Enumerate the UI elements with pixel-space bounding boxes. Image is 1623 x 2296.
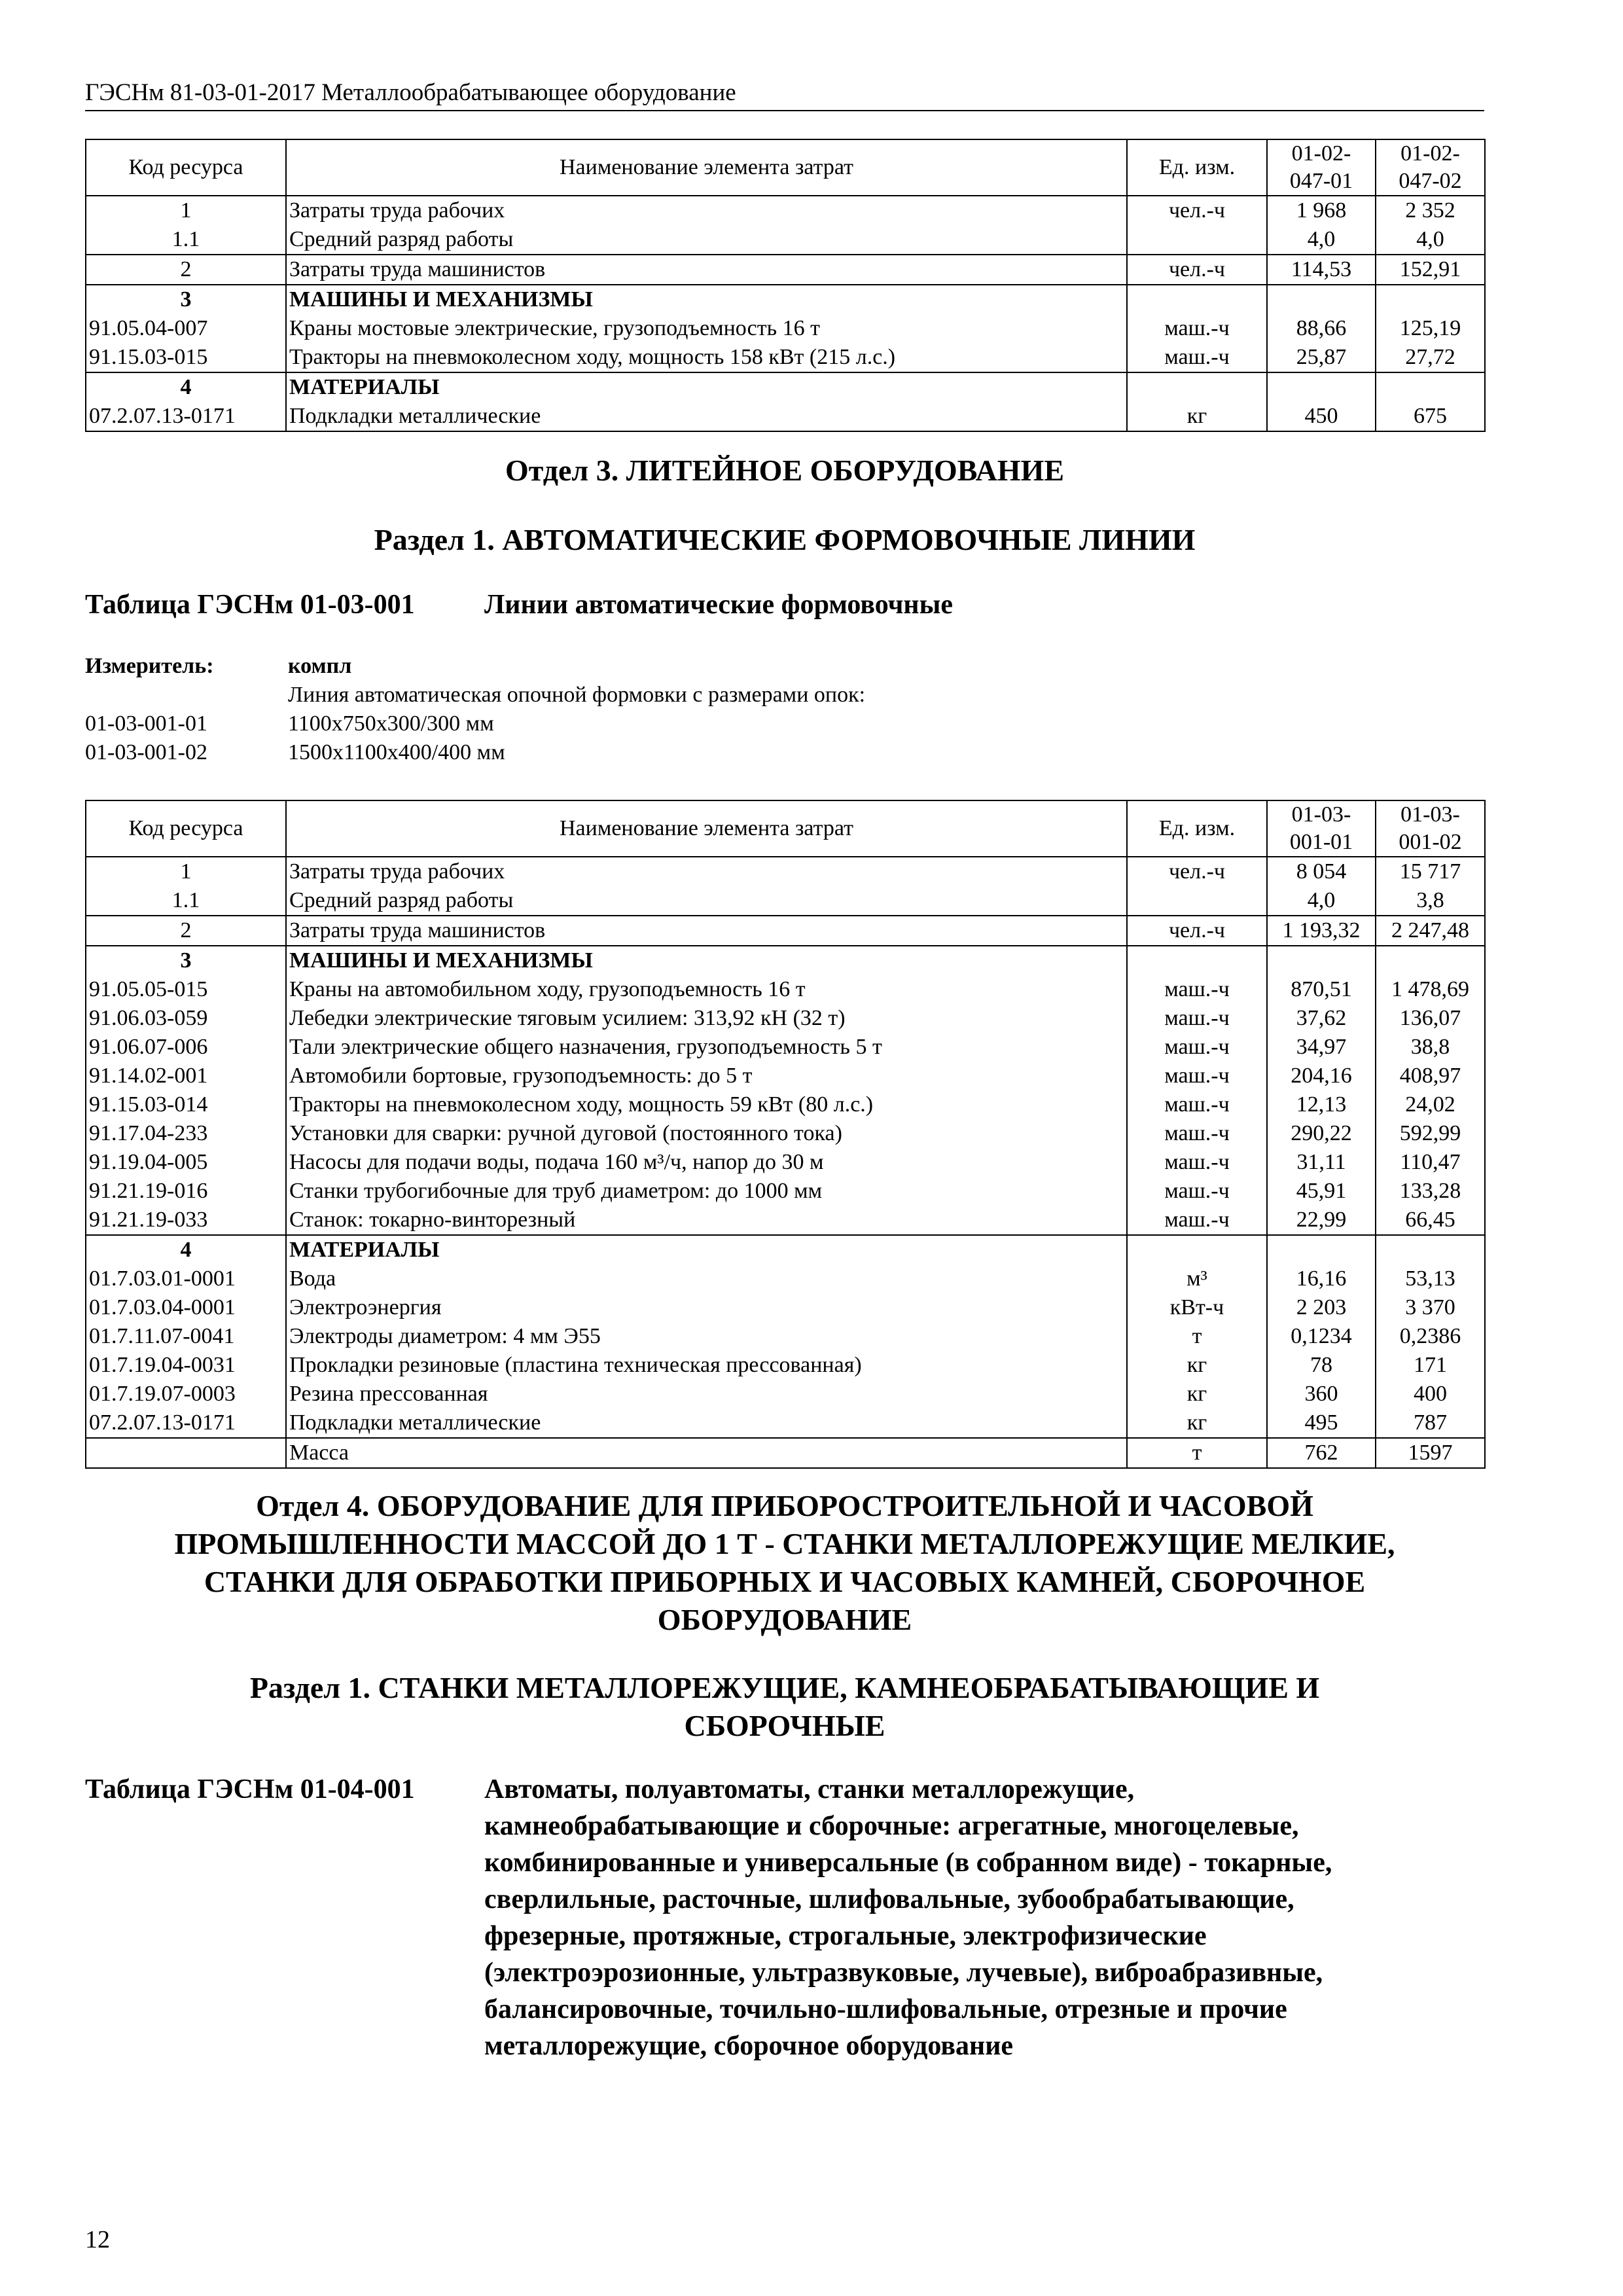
cell-v1: 22,99 xyxy=(1267,1206,1376,1235)
cell-unit: маш.-ч xyxy=(1127,1062,1267,1090)
cell-v1: 8 054 xyxy=(1267,857,1376,886)
cell-v1: 450 xyxy=(1267,402,1376,431)
cell-v1: 495 xyxy=(1267,1408,1376,1438)
running-header: ГЭСНм 81-03-01-2017 Металлообрабатывающее оборудование xyxy=(85,77,1484,111)
cell-code: 91.06.03-059 xyxy=(86,1004,286,1033)
cell-v2: 133,28 xyxy=(1376,1177,1485,1206)
table-row xyxy=(86,372,1485,402)
cell-name: МАТЕРИАЛЫ xyxy=(286,1235,1127,1265)
table-row xyxy=(86,1235,1485,1265)
cell-unit: чел.-ч xyxy=(1127,196,1267,225)
table-row xyxy=(86,1322,1485,1351)
table-row xyxy=(86,1119,1485,1148)
cell-v1 xyxy=(1267,1235,1376,1265)
col-header-v1-line2: 001-01 xyxy=(1289,830,1353,854)
cell-name: Лебедки электрические тяговым усилием: 313,92 кН (32 т) xyxy=(286,1004,1127,1033)
cell-unit: кВт-ч xyxy=(1127,1293,1267,1322)
cell-name: Затраты труда рабочих xyxy=(286,857,1127,886)
cell-v1: 31,11 xyxy=(1267,1148,1376,1177)
heading-line: ОБОРУДОВАНИЕ xyxy=(657,1603,912,1636)
cost-table-01-03-001 xyxy=(85,800,1486,1469)
col-header-unit: Ед. изм. xyxy=(1127,139,1267,196)
cell-name: Тракторы на пневмоколесном ходу, мощность 158 кВт (215 л.с.) xyxy=(286,343,1127,372)
cell-code: 1.1 xyxy=(86,886,286,916)
heading-line: СБОРОЧНЫЕ xyxy=(684,1709,885,1742)
cell-code: 07.2.07.13-0171 xyxy=(86,1408,286,1438)
norm-description: 1100х750х300/300 мм xyxy=(288,711,494,736)
table-row xyxy=(86,1004,1485,1033)
cell-v1: 4,0 xyxy=(1267,225,1376,255)
cell-name: Средний разряд работы xyxy=(286,225,1127,255)
cell-name: МАТЕРИАЛЫ xyxy=(286,372,1127,402)
cell-v2: 125,19 xyxy=(1376,314,1485,343)
cell-unit: кг xyxy=(1127,402,1267,431)
cell-v2: 152,91 xyxy=(1376,255,1485,285)
col-header-name: Наименование элемента затрат xyxy=(286,800,1127,857)
section3-razdel-heading: Раздел 1. АВТОМАТИЧЕСКИЕ ФОРМОВОЧНЫЕ ЛИНИИ xyxy=(374,523,1196,556)
cell-v1: 360 xyxy=(1267,1380,1376,1408)
cell-unit: т xyxy=(1127,1322,1267,1351)
cell-code: 91.06.07-006 xyxy=(86,1033,286,1062)
cell-unit xyxy=(1127,946,1267,975)
cell-v2: 4,0 xyxy=(1376,225,1485,255)
cell-unit: маш.-ч xyxy=(1127,1177,1267,1206)
cell-name: Установки для сварки: ручной дуговой (постоянного тока) xyxy=(286,1119,1127,1148)
section4-otdel-heading xyxy=(85,1487,1484,1639)
table-name-line: камнеобрабатывающие и сборочные: агрегатные, многоцелевые, xyxy=(484,1811,1299,1841)
section4-razdel-heading xyxy=(85,1669,1484,1745)
cell-v2: 136,07 xyxy=(1376,1004,1485,1033)
cell-unit: маш.-ч xyxy=(1127,1004,1267,1033)
cell-v1: 762 xyxy=(1267,1438,1376,1468)
table-number: Таблица ГЭСНм 01-04-001 xyxy=(85,1774,415,1804)
cell-v2 xyxy=(1376,372,1485,402)
cell-name: МАШИНЫ И МЕХАНИЗМЫ xyxy=(286,946,1127,975)
norm-description: 1500х1100х400/400 мм xyxy=(288,740,505,764)
cell-code: 1 xyxy=(86,857,286,886)
norm-code: 01-03-001-02 xyxy=(85,740,207,764)
cell-code: 91.17.04-233 xyxy=(86,1119,286,1148)
list-item xyxy=(85,738,1484,767)
cell-v2: 0,2386 xyxy=(1376,1322,1485,1351)
cell-code: 2 xyxy=(86,255,286,285)
table-row xyxy=(86,1062,1485,1090)
cell-code: 01.7.19.04-0031 xyxy=(86,1351,286,1380)
cell-code: 4 xyxy=(86,372,286,402)
meter-block xyxy=(85,652,1484,767)
col-header-code: Код ресурса xyxy=(86,139,286,196)
cell-name: Станок: токарно-винторезный xyxy=(286,1206,1127,1235)
cell-v2: 592,99 xyxy=(1376,1119,1485,1148)
table-number: Таблица ГЭСНм 01-03-001 xyxy=(85,590,415,620)
meter-unit: компл xyxy=(288,654,352,678)
table-row xyxy=(86,255,1485,285)
cell-name: Затраты труда рабочих xyxy=(286,196,1127,225)
col-header-v2-line1: 01-03- xyxy=(1400,802,1460,827)
cell-name: Масса xyxy=(286,1438,1127,1468)
meter-description: Линия автоматическая опочной формовки с размерами опок: xyxy=(288,683,866,707)
table-row xyxy=(86,886,1485,916)
cell-v2: 787 xyxy=(1376,1408,1485,1438)
cell-v2: 1597 xyxy=(1376,1438,1485,1468)
cell-code: 1.1 xyxy=(86,225,286,255)
table-row xyxy=(86,1293,1485,1322)
cell-unit xyxy=(1127,886,1267,916)
cell-code: 91.15.03-015 xyxy=(86,343,286,372)
cell-v1: 870,51 xyxy=(1267,975,1376,1004)
table-name-line: (электроэрозионные, ультразвуковые, лучевые), виброабразивные, xyxy=(484,1958,1323,1988)
cell-name: Автомобили бортовые, грузоподъемность: до 5 т xyxy=(286,1062,1127,1090)
cell-name: Резина прессованная xyxy=(286,1380,1127,1408)
table-row xyxy=(86,1265,1485,1293)
cell-v2: 171 xyxy=(1376,1351,1485,1380)
col-header-v1-line1: 01-02- xyxy=(1291,141,1351,166)
cell-name: Средний разряд работы xyxy=(286,886,1127,916)
cell-v1: 1 968 xyxy=(1267,196,1376,225)
cell-v1: 290,22 xyxy=(1267,1119,1376,1148)
heading-line: Отдел 4. ОБОРУДОВАНИЕ ДЛЯ ПРИБОРОСТРОИТЕЛЬНОЙ И ЧАСОВОЙ xyxy=(256,1489,1313,1522)
cell-unit: кг xyxy=(1127,1380,1267,1408)
cell-name: Краны на автомобильном ходу, грузоподъемность 16 т xyxy=(286,975,1127,1004)
cell-code: 01.7.03.04-0001 xyxy=(86,1293,286,1322)
cell-v1: 25,87 xyxy=(1267,343,1376,372)
cell-code: 91.05.05-015 xyxy=(86,975,286,1004)
cell-name: Тракторы на пневмоколесном ходу, мощность 59 кВт (80 л.с.) xyxy=(286,1090,1127,1119)
cell-code: 01.7.03.01-0001 xyxy=(86,1265,286,1293)
table-row xyxy=(86,314,1485,343)
col-header-v1 xyxy=(1267,139,1376,196)
col-header-v2 xyxy=(1376,800,1485,857)
cell-name: Электроды диаметром: 4 мм Э55 xyxy=(286,1322,1127,1351)
table-row xyxy=(86,857,1485,886)
table-row xyxy=(86,343,1485,372)
col-header-v2 xyxy=(1376,139,1485,196)
cell-v1: 1 193,32 xyxy=(1267,916,1376,946)
col-header-v1-line1: 01-03- xyxy=(1291,802,1351,827)
cell-v2: 53,13 xyxy=(1376,1265,1485,1293)
cell-unit: чел.-ч xyxy=(1127,916,1267,946)
cell-code: 3 xyxy=(86,946,286,975)
cell-v1: 4,0 xyxy=(1267,886,1376,916)
section3-otdel-heading: Отдел 3. ЛИТЕЙНОЕ ОБОРУДОВАНИЕ xyxy=(505,454,1065,487)
cell-v1: 37,62 xyxy=(1267,1004,1376,1033)
cell-unit: м³ xyxy=(1127,1265,1267,1293)
table-header-row xyxy=(86,800,1485,857)
cell-name: Тали электрические общего назначения, грузоподъемность 5 т xyxy=(286,1033,1127,1062)
cell-unit: маш.-ч xyxy=(1127,1119,1267,1148)
cost-table-01-02-047 xyxy=(85,139,1486,432)
cell-v2: 400 xyxy=(1376,1380,1485,1408)
table-row xyxy=(86,916,1485,946)
cell-v2: 2 247,48 xyxy=(1376,916,1485,946)
table-name xyxy=(484,1771,1505,2064)
cell-v1 xyxy=(1267,372,1376,402)
table-name-line: металлорежущие, сборочное оборудование xyxy=(484,2031,1014,2061)
cell-v2 xyxy=(1376,1235,1485,1265)
cell-v1 xyxy=(1267,946,1376,975)
cell-code: 91.19.04-005 xyxy=(86,1148,286,1177)
heading-line: Раздел 1. СТАНКИ МЕТАЛЛОРЕЖУЩИЕ, КАМНЕОБРАБАТЫВАЮЩИЕ И xyxy=(249,1671,1320,1704)
cell-v2: 15 717 xyxy=(1376,857,1485,886)
cell-unit: чел.-ч xyxy=(1127,255,1267,285)
page-number: 12 xyxy=(85,2226,110,2253)
cell-v2: 66,45 xyxy=(1376,1206,1485,1235)
table-row xyxy=(86,1380,1485,1408)
cell-code: 91.05.04-007 xyxy=(86,314,286,343)
cell-unit: маш.-ч xyxy=(1127,1148,1267,1177)
col-header-v2-line1: 01-02- xyxy=(1400,141,1460,166)
col-header-v1 xyxy=(1267,800,1376,857)
table-name-line: Автоматы, полуавтоматы, станки металлорежущие, xyxy=(484,1774,1135,1804)
cell-code xyxy=(86,1438,286,1468)
cell-unit: маш.-ч xyxy=(1127,343,1267,372)
table-row xyxy=(86,1033,1485,1062)
cell-unit: кг xyxy=(1127,1351,1267,1380)
cell-v1: 12,13 xyxy=(1267,1090,1376,1119)
cell-unit: маш.-ч xyxy=(1127,1206,1267,1235)
cell-name: МАШИНЫ И МЕХАНИЗМЫ xyxy=(286,285,1127,314)
col-header-v2-line2: 001-02 xyxy=(1399,830,1462,854)
cell-v2: 38,8 xyxy=(1376,1033,1485,1062)
heading-line: СТАНКИ ДЛЯ ОБРАБОТКИ ПРИБОРНЫХ И ЧАСОВЫХ КАМНЕЙ, СБОРОЧНОЕ xyxy=(204,1565,1366,1598)
cell-name: Подкладки металлические xyxy=(286,402,1127,431)
table-row xyxy=(86,946,1485,975)
col-header-code: Код ресурса xyxy=(86,800,286,857)
table-row xyxy=(86,1408,1485,1438)
table-row xyxy=(86,1090,1485,1119)
cell-code: 1 xyxy=(86,196,286,225)
cell-v1: 2 203 xyxy=(1267,1293,1376,1322)
cell-v1: 34,97 xyxy=(1267,1033,1376,1062)
cell-v1: 78 xyxy=(1267,1351,1376,1380)
cell-code: 91.14.02-001 xyxy=(86,1062,286,1090)
cell-v2: 3 370 xyxy=(1376,1293,1485,1322)
cell-unit: т xyxy=(1127,1438,1267,1468)
cell-unit xyxy=(1127,225,1267,255)
table-row xyxy=(86,1206,1485,1235)
table-row xyxy=(86,196,1485,225)
cell-code: 91.15.03-014 xyxy=(86,1090,286,1119)
cell-unit: кг xyxy=(1127,1408,1267,1438)
cell-name: Затраты труда машинистов xyxy=(286,255,1127,285)
cell-unit xyxy=(1127,372,1267,402)
table-row xyxy=(86,1438,1485,1468)
norm-code: 01-03-001-01 xyxy=(85,711,207,736)
cell-v1: 45,91 xyxy=(1267,1177,1376,1206)
cell-v1: 204,16 xyxy=(1267,1062,1376,1090)
cell-v2: 1 478,69 xyxy=(1376,975,1485,1004)
table-name-line: фрезерные, протяжные, строгальные, электрофизические xyxy=(484,1921,1207,1951)
cell-v2: 110,47 xyxy=(1376,1148,1485,1177)
table-name-line: сверлильные, расточные, шлифовальные, зубообрабатывающие, xyxy=(484,1884,1294,1914)
cell-v1: 88,66 xyxy=(1267,314,1376,343)
cell-unit: чел.-ч xyxy=(1127,857,1267,886)
table-row xyxy=(86,1177,1485,1206)
cell-v1 xyxy=(1267,285,1376,314)
cell-unit xyxy=(1127,1235,1267,1265)
cell-unit: маш.-ч xyxy=(1127,314,1267,343)
cell-v2: 24,02 xyxy=(1376,1090,1485,1119)
cell-v1: 16,16 xyxy=(1267,1265,1376,1293)
cell-code: 3 xyxy=(86,285,286,314)
list-item xyxy=(85,709,1484,738)
table-row xyxy=(86,1351,1485,1380)
cell-code: 91.21.19-033 xyxy=(86,1206,286,1235)
cell-unit xyxy=(1127,285,1267,314)
cell-code: 91.21.19-016 xyxy=(86,1177,286,1206)
cell-name: Затраты труда машинистов xyxy=(286,916,1127,946)
cell-unit: маш.-ч xyxy=(1127,975,1267,1004)
cell-name: Электроэнергия xyxy=(286,1293,1127,1322)
table-row xyxy=(86,285,1485,314)
table-row xyxy=(86,1148,1485,1177)
cell-name: Прокладки резиновые (пластина техническая прессованная) xyxy=(286,1351,1127,1380)
cell-v1: 0,1234 xyxy=(1267,1322,1376,1351)
cell-v2: 408,97 xyxy=(1376,1062,1485,1090)
cell-v2 xyxy=(1376,285,1485,314)
table-row xyxy=(86,402,1485,431)
cell-v2: 27,72 xyxy=(1376,343,1485,372)
cell-v2: 675 xyxy=(1376,402,1485,431)
cell-v1: 114,53 xyxy=(1267,255,1376,285)
col-header-v1-line2: 047-01 xyxy=(1289,169,1353,193)
table-name-line: комбинированные и универсальные (в собранном виде) - токарные, xyxy=(484,1848,1332,1878)
cell-name: Краны мостовые электрические, грузоподъемность 16 т xyxy=(286,314,1127,343)
cell-v2: 3,8 xyxy=(1376,886,1485,916)
col-header-unit: Ед. изм. xyxy=(1127,800,1267,857)
cell-name: Подкладки металлические xyxy=(286,1408,1127,1438)
cell-name: Вода xyxy=(286,1265,1127,1293)
cell-code: 01.7.11.07-0041 xyxy=(86,1322,286,1351)
cell-code: 2 xyxy=(86,916,286,946)
col-header-v2-line2: 047-02 xyxy=(1399,169,1462,193)
table-header-row xyxy=(86,139,1485,196)
meter-label: Измеритель: xyxy=(85,654,214,678)
col-header-name: Наименование элемента затрат xyxy=(286,139,1127,196)
cell-name: Станки трубогибочные для труб диаметром: до 1000 мм xyxy=(286,1177,1127,1206)
cell-code: 01.7.19.07-0003 xyxy=(86,1380,286,1408)
cell-unit: маш.-ч xyxy=(1127,1090,1267,1119)
table-name-line: балансировочные, точильно-шлифовальные, отрезные и прочие xyxy=(484,1994,1287,2024)
cell-name: Насосы для подачи воды, подача 160 м³/ч, напор до 30 м xyxy=(286,1148,1127,1177)
cell-unit: маш.-ч xyxy=(1127,1033,1267,1062)
cell-v2 xyxy=(1376,946,1485,975)
cell-v2: 2 352 xyxy=(1376,196,1485,225)
cell-code: 4 xyxy=(86,1235,286,1265)
table-name: Линии автоматические формовочные xyxy=(484,590,954,620)
cell-code: 07.2.07.13-0171 xyxy=(86,402,286,431)
table-row xyxy=(86,225,1485,255)
table-row xyxy=(86,975,1485,1004)
heading-line: ПРОМЫШЛЕННОСТИ МАССОЙ ДО 1 Т - СТАНКИ МЕТАЛЛОРЕЖУЩИЕ МЕЛКИЕ, xyxy=(174,1527,1395,1560)
